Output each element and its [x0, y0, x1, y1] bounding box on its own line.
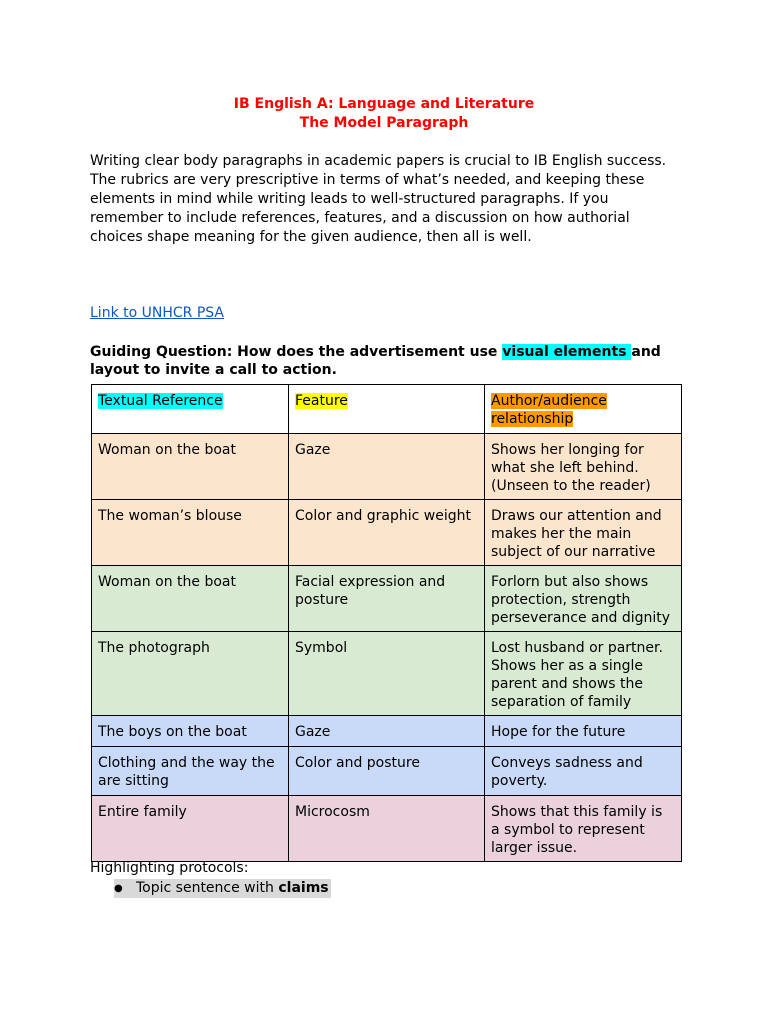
- table-row: [92, 716, 682, 747]
- table-row: [92, 434, 682, 500]
- intro-paragraph: Writing clear body paragraphs in academic papers is crucial to IB English success. The rubrics are very prescriptive in terms of what’s needed, and keeping these elements in mind while writing leads to well-structured paragraphs. If you remember to include references, features, and a discussion on how authorial choices shape meaning for the given audience, then all is well.: [90, 153, 667, 245]
- table-row: [92, 747, 682, 796]
- header-feature: Feature: [295, 393, 348, 409]
- cell-feature: Gaze: [289, 434, 485, 500]
- cell-relationship: Shows that this family is a symbol to represent larger issue.: [485, 796, 682, 862]
- cell-reference: The boys on the boat: [92, 716, 289, 747]
- cell-reference: The woman’s blouse: [92, 500, 289, 566]
- bullet-text: Topic sentence with: [136, 880, 279, 896]
- guiding-question-highlight: visual elements: [502, 344, 632, 360]
- cell-reference: Entire family: [92, 796, 289, 862]
- cell-relationship: Lost husband or partner. Shows her as a single parent and shows the separation of family: [485, 632, 682, 716]
- bullet-bold-text: claims: [278, 880, 329, 896]
- cell-reference: Clothing and the way the are sitting: [92, 747, 289, 796]
- cell-relationship: Forlorn but also shows protection, strength perseverance and dignity: [485, 566, 682, 632]
- highlighting-protocols-label: Highlighting protocols:: [90, 860, 249, 876]
- unhcr-psa-link[interactable]: Link to UNHCR PSA: [90, 305, 224, 321]
- table-row: [92, 632, 682, 716]
- protocol-bullet-item: [114, 879, 331, 898]
- cell-feature: Gaze: [289, 716, 485, 747]
- header-cell: [92, 385, 289, 434]
- guiding-question: [90, 343, 690, 379]
- document-subtitle: The Model Paragraph: [299, 115, 469, 131]
- header-cell: [289, 385, 485, 434]
- cell-feature: Facial expression and posture: [289, 566, 485, 632]
- cell-relationship: Conveys sadness and poverty.: [485, 747, 682, 796]
- cell-feature: Color and posture: [289, 747, 485, 796]
- guiding-question-tail: and layout to invite a call to action.: [90, 344, 661, 378]
- document-title: IB English A: Language and Literature: [233, 96, 535, 112]
- header-cell: [485, 385, 682, 434]
- cell-reference: The photograph: [92, 632, 289, 716]
- cell-relationship: Hope for the future: [485, 716, 682, 747]
- table-row: [92, 796, 682, 862]
- header-author-audience: Author/audience relationship: [491, 393, 607, 427]
- cell-feature: Symbol: [289, 632, 485, 716]
- analysis-table: [91, 384, 682, 862]
- table-row: [92, 566, 682, 632]
- header-textual-reference: Textual Reference: [98, 393, 223, 409]
- cell-reference: Woman on the boat: [92, 566, 289, 632]
- cell-reference: Woman on the boat: [92, 434, 289, 500]
- cell-relationship: Draws our attention and makes her the main subject of our narrative: [485, 500, 682, 566]
- table-header-row: [92, 385, 682, 434]
- guiding-question-lead: Guiding Question: How does the advertisement use: [90, 344, 503, 360]
- cell-feature: Microcosm: [289, 796, 485, 862]
- cell-feature: Color and graphic weight: [289, 500, 485, 566]
- table-row: [92, 500, 682, 566]
- bullet-dot-icon: ●: [114, 883, 123, 894]
- cell-relationship: Shows her longing for what she left behind. (Unseen to the reader): [485, 434, 682, 500]
